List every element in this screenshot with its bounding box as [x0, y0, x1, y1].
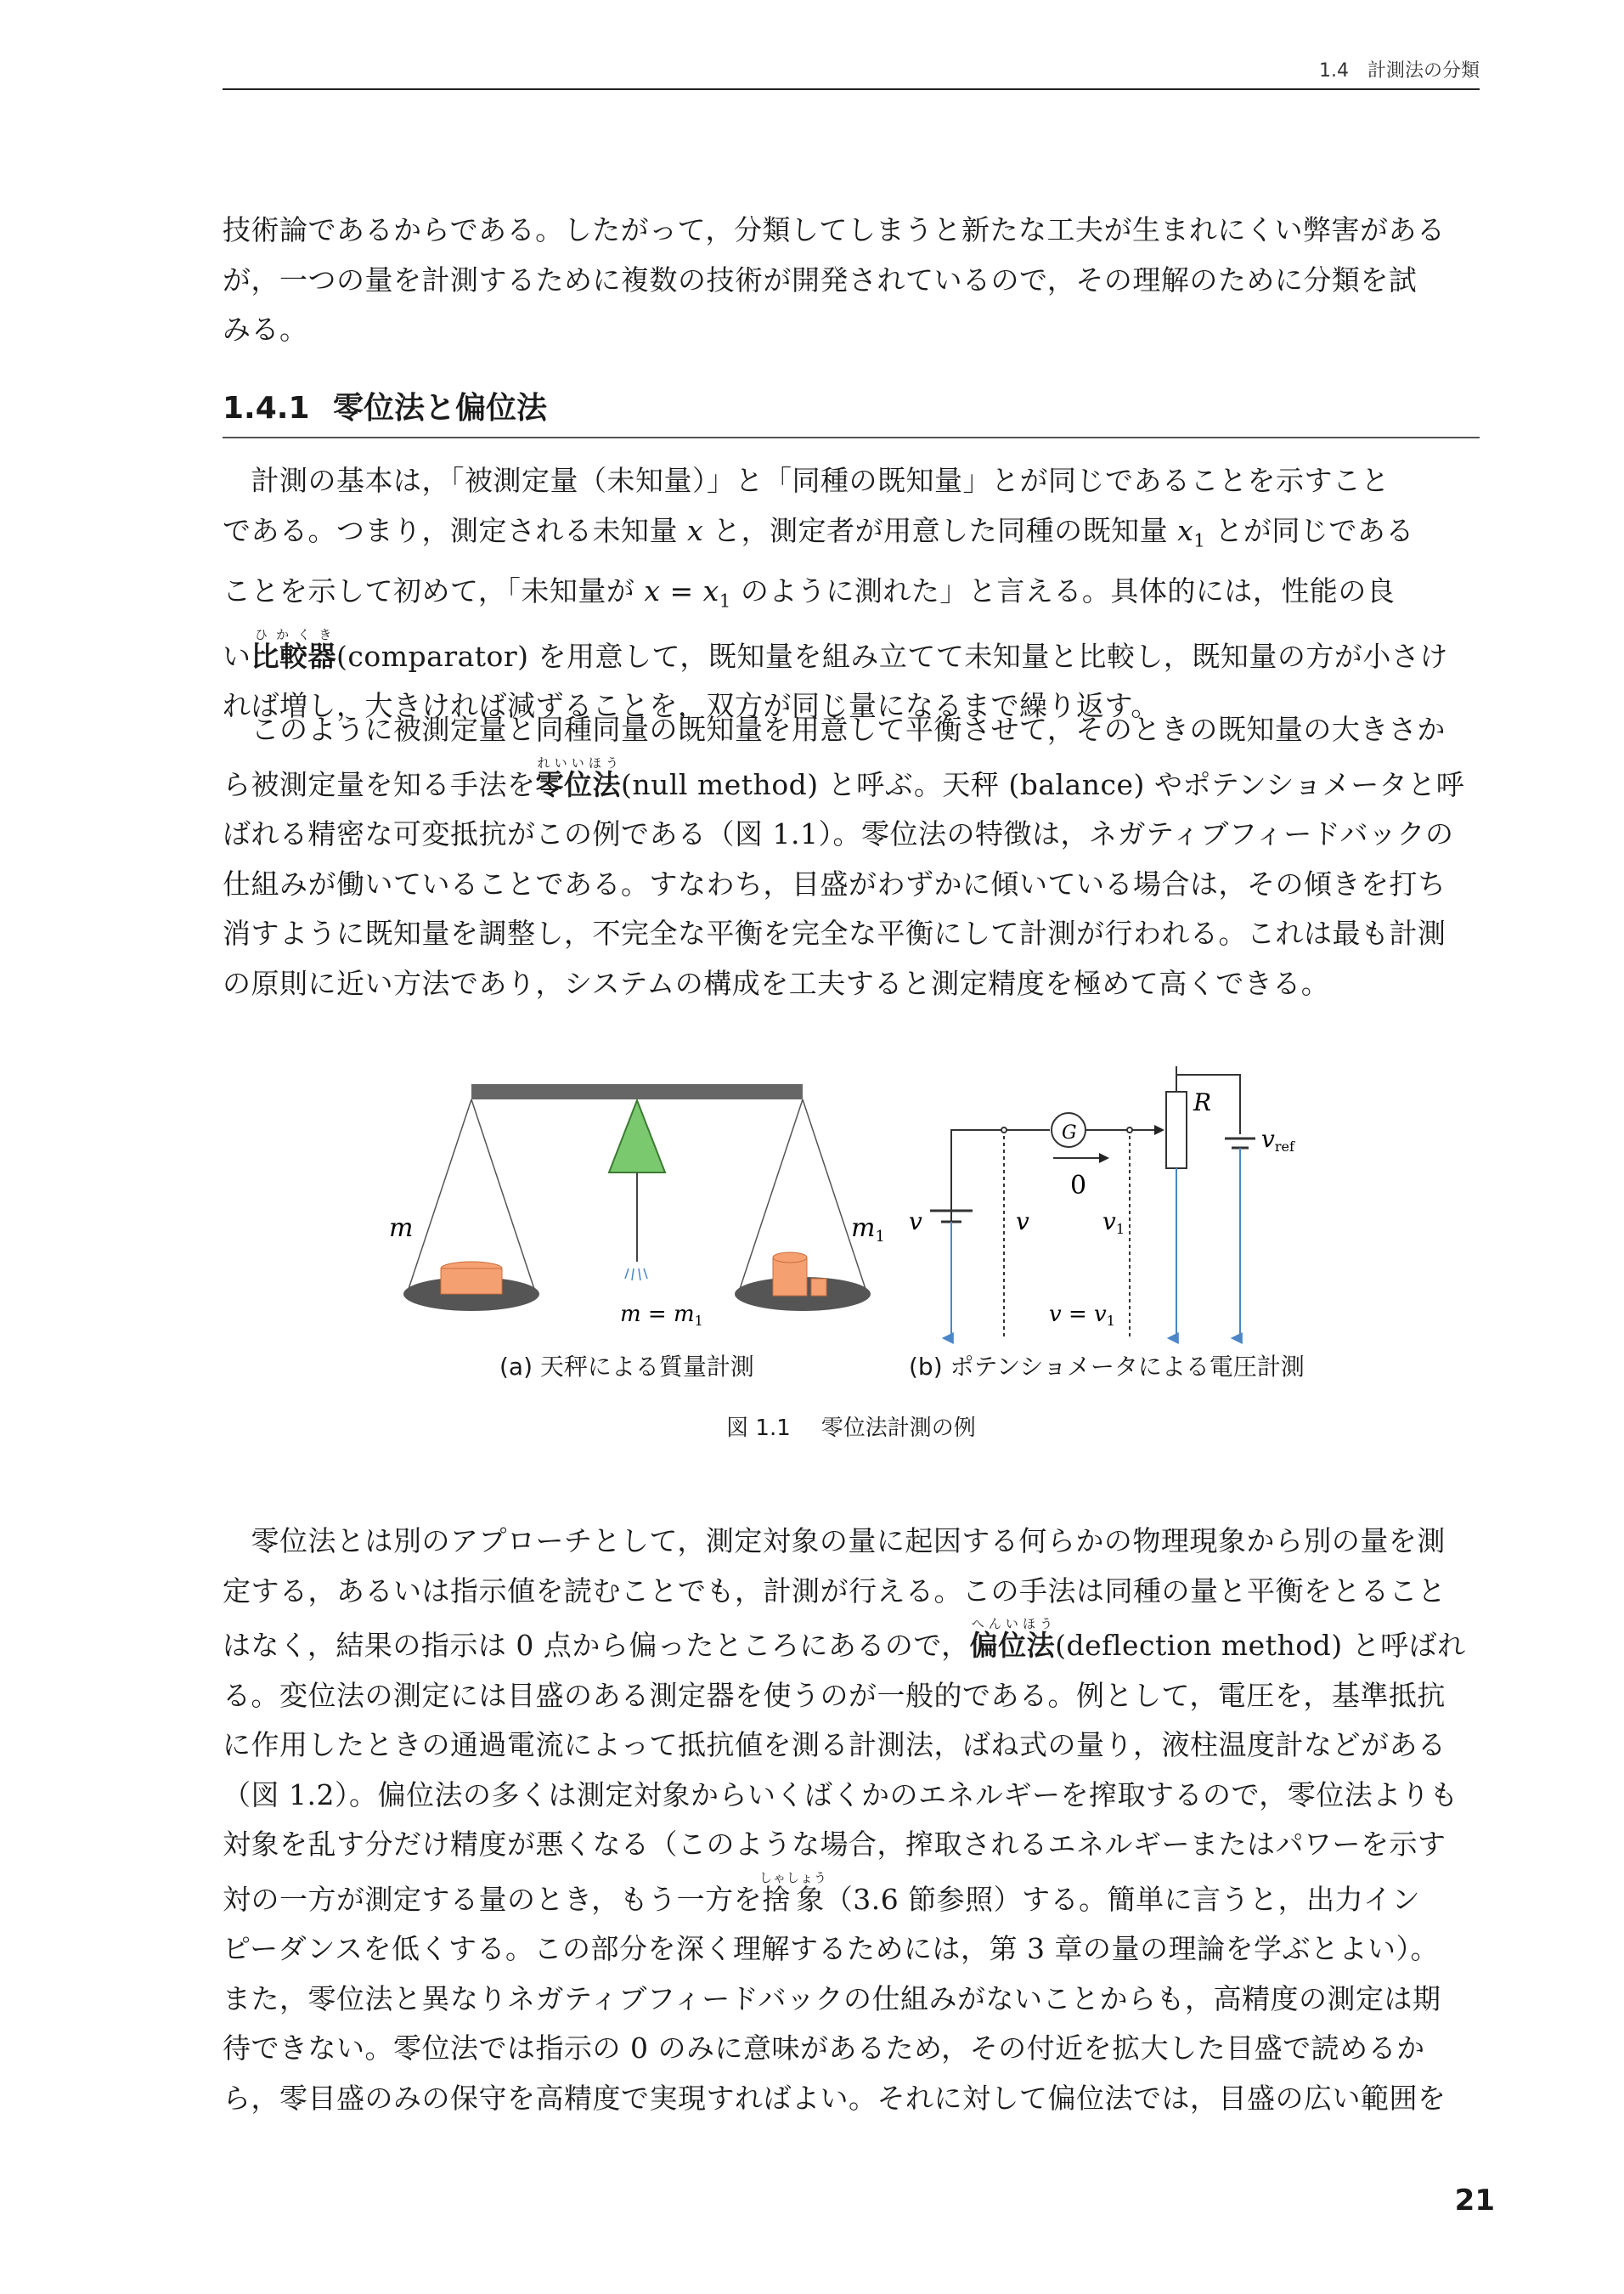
math-equation: x = x: [644, 574, 719, 607]
term-null-method: 零位法れいいほう: [535, 754, 621, 801]
label-m1-right: $m_1$: [851, 1213, 885, 1246]
right-weight-small: [811, 1279, 826, 1296]
section-rule: [223, 437, 1480, 438]
section-number: 1.4.1: [223, 391, 310, 426]
paragraph-deflection-method: [223, 1517, 1480, 2123]
section-heading: [223, 384, 1480, 427]
pointer-zero-mark: [625, 1268, 647, 1280]
text-line: が，一つの量を計測するために複数の技術が開発されているので，その理解のために分類を試: [223, 263, 1418, 297]
potentiometer-labels: [909, 1088, 1295, 1329]
subcaption-a: (a) 天秤による質量計測: [499, 1353, 754, 1381]
text-line: 零位法とは別のアプローチとして，測定対象の量に起因する何らかの物理現象から別の量を測: [251, 1524, 1446, 1557]
label-m-left: m: [389, 1213, 414, 1243]
balance-diagram: [389, 1084, 885, 1329]
text-line: また，零位法と異なりネガティブフィードバックの仕組みがないことからも，高精度の測定は期: [223, 1981, 1441, 2015]
term-deflection-method: 偏位法へんいほう: [969, 1616, 1056, 1662]
term-abstraction: 捨象しゃしょう: [758, 1869, 827, 1916]
text-line: ら被測定量を知る手法を零位法れいいほう(null method) と呼ぶ。天秤 (balance) やポテンショメータと呼: [223, 754, 1465, 801]
text-line: みる。: [223, 313, 308, 346]
header-rule: [223, 88, 1480, 90]
balance-beam: [471, 1084, 803, 1099]
text-line: である。つまり，測定される未知量 x と，測定者が用意した同種の既知量 $x_1$ とが同じである: [223, 513, 1414, 552]
math-x: x: [687, 513, 704, 547]
paragraph-null-method: [223, 705, 1480, 1009]
label-balance-equality: m = m1: [620, 1302, 703, 1329]
text-line: ピーダンスを低くする。この部分を深く理解するためには，第 3 章の量の理論を学ぶとよい）。: [223, 1932, 1439, 1965]
left-weight: [441, 1268, 502, 1294]
label-v1-probe: v1: [1102, 1207, 1125, 1237]
paragraph-null-basics: [223, 456, 1480, 732]
label-v-battery: v: [909, 1207, 922, 1235]
battery-wire: [951, 1130, 984, 1342]
label-R: R: [1193, 1088, 1212, 1116]
text-line: 定する，あるいは指示値を読むことでも，計測が行える。この手法は同種の量と平衡をとること: [223, 1574, 1446, 1607]
right-weight-large: [773, 1257, 807, 1296]
text-line: ことを示して初めて，「未知量が $x = x_1$ のように測れた」と言える。具体的には，性能の良: [223, 574, 1396, 613]
text-line: 対象を乱す分だけ精度が悪くなる（このような場合，搾取されるエネルギーまたはパワーを示す: [223, 1828, 1446, 1861]
section-title: 零位法と偏位法: [333, 391, 548, 426]
text-line: （図 1.2）。偏位法の多くは測定対象からいくばくかのエネルギーを搾取するので，零位法よりも: [223, 1777, 1458, 1811]
figure-caption: [223, 1410, 1480, 1442]
text-line: 消すように既知量を調整し，不完全な平衡を完全な平衡にして計測が行われる。これは最も計測: [223, 917, 1446, 950]
text-line: ばれる精密な可変抵抗がこの例である（図 1.1）。零位法の特徴は，ネガティブフィードバックの: [223, 817, 1454, 850]
figure-caption-text: 零位法計測の例: [820, 1415, 976, 1441]
page-number: 21: [1454, 2184, 1495, 2218]
paragraph-intro: [223, 206, 1480, 355]
label-v-probe: v: [1016, 1207, 1029, 1235]
figure-1-1: [374, 1066, 1325, 1381]
text-line: の原則に近い方法であり，システムの構成を工夫すると測定精度を極めて高くできる。: [223, 966, 1330, 1000]
resistor-R: [1166, 1092, 1187, 1168]
subcaption-b: (b) ポテンショメータによる電圧計測: [909, 1353, 1305, 1381]
text-line: る。変位法の測定には目盛のある測定器を使うのが一般的である。例として，電圧を，基準抵抗: [223, 1678, 1446, 1712]
text-line: れば増し，大きければ減ずることを，双方が同じ量になるまで繰り返す。: [223, 689, 1159, 723]
label-zero: 0: [1070, 1171, 1087, 1201]
text-line: 技術論であるからである。したがって，分類してしまうと新たな工夫が生まれにくい弊害がある: [223, 213, 1446, 246]
text-line: 計測の基本は，「被測定量（未知量）」と「同種の既知量」とが同じであることを示すこと: [251, 464, 1390, 497]
term-comparator: 比較器ひかくき: [251, 626, 336, 673]
math-x1: x: [1177, 513, 1194, 547]
balance-fulcrum: [609, 1100, 665, 1172]
figure-diagram: [374, 1066, 1325, 1355]
figure-caption-label: 図 1.1: [726, 1415, 791, 1441]
text-line: ら，零目盛のみの保守を高精度で実現すればよい。それに対して偏位法では，目盛の広い範囲を: [223, 2081, 1446, 2115]
text-line: はなく，結果の指示は 0 点から偏ったところにあるので，偏位法へんいほう(deflection method) と呼ばれ: [223, 1616, 1466, 1662]
text-line: 対の一方が測定する量のとき，もう一方を捨象しゃしょう（3.6 節参照）する。簡単に言うと，出力イン: [223, 1869, 1421, 1916]
text-line: 仕組みが働いていることである。すなわち，目盛がわずかに傾いている場合は，その傾きを打ち: [223, 867, 1446, 901]
text-line: 待できない。零位法では指示の 0 のみに意味があるため，その付近を拡大した目盛で読めるか: [223, 2031, 1425, 2065]
label-vref: vref: [1261, 1125, 1294, 1155]
text-line: このように被測定量と同種同量の既知量を用意して平衡させて，そのときの既知量の大きさか: [251, 713, 1446, 746]
label-pot-equality: v = v1: [1049, 1302, 1115, 1329]
text-line: い比較器ひかくき(comparator) を用意して，既知量を組み立てて未知量と比較し，既知量の方が小さけ: [223, 626, 1448, 673]
label-G: G: [1062, 1122, 1077, 1144]
text-line: に作用したときの通過電流によって抵抗値を測る計測法，ばね式の量り，液柱温度計などがある: [223, 1728, 1446, 1761]
running-head: 1.4 計測法の分類: [1319, 60, 1480, 82]
